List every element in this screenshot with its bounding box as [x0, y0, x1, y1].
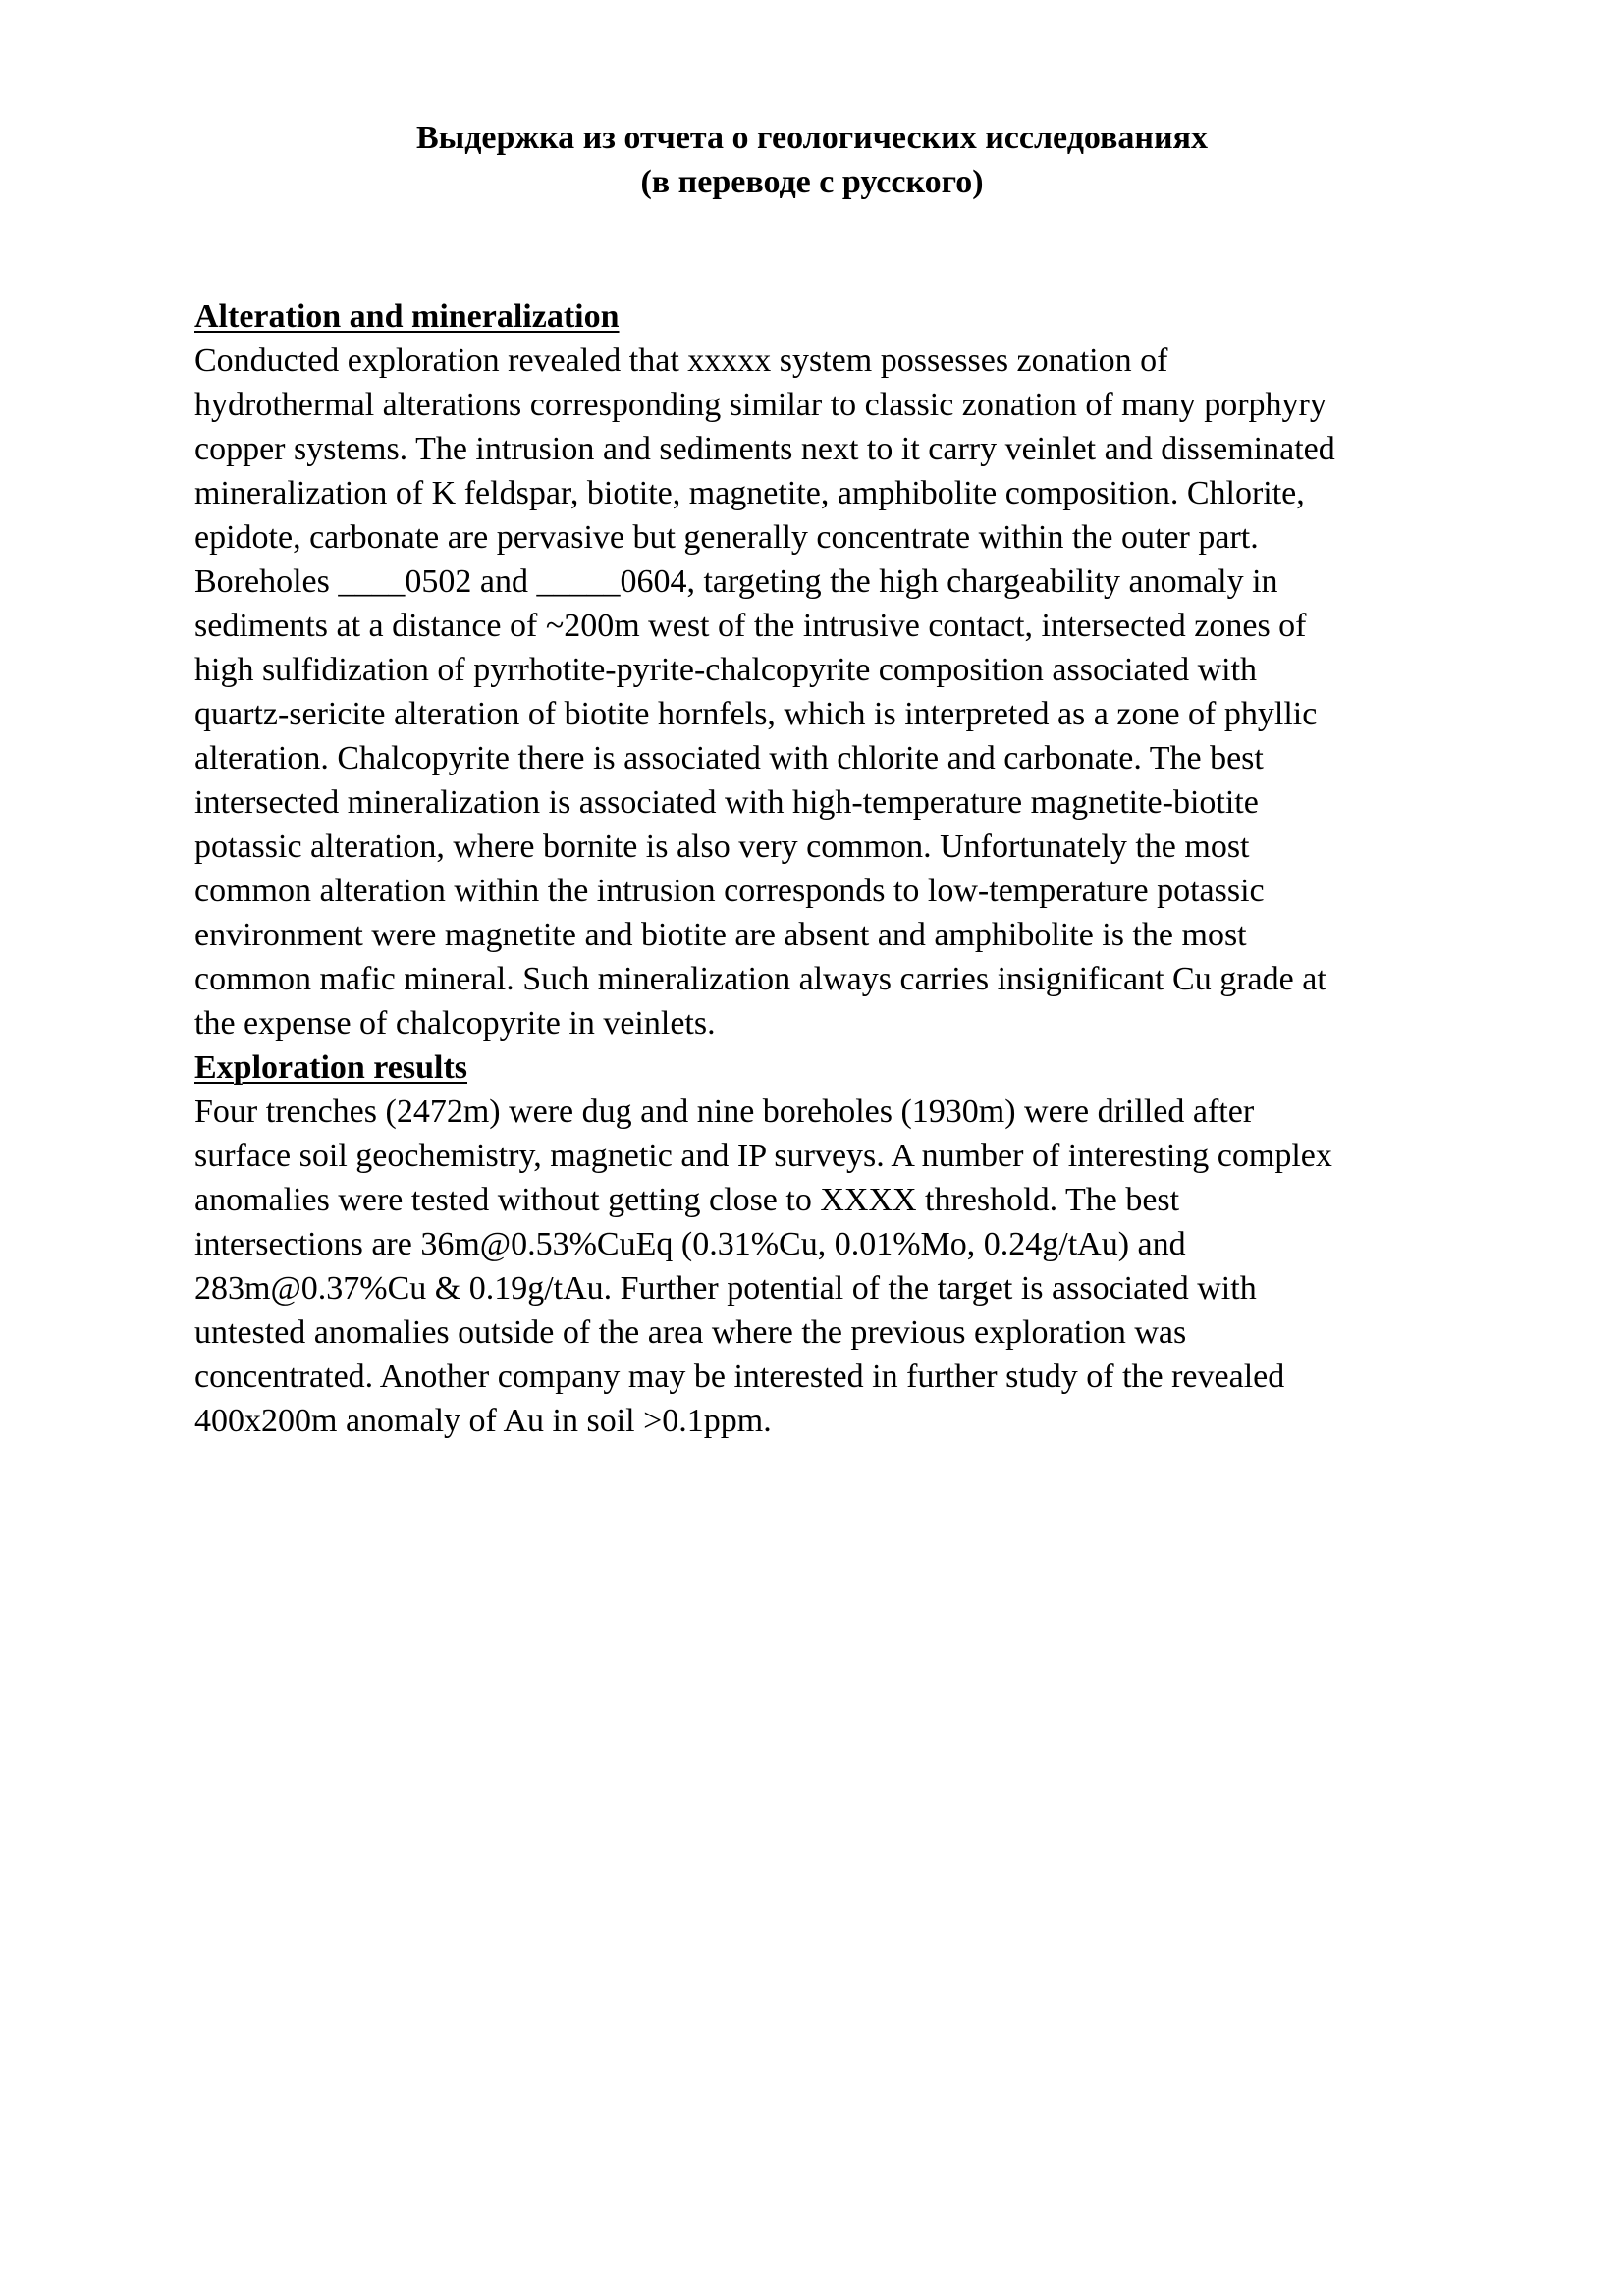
- section-exploration-results: [194, 1045, 1569, 1443]
- paragraph-line: common mafic mineral. Such mineralization always carries insignificant Cu grade at: [194, 961, 1326, 997]
- header-title-line-2: (в переводе с русского): [640, 164, 984, 200]
- paragraph-line: anomalies were tested without getting close to XXXX threshold. The best: [194, 1182, 1180, 1218]
- section-alteration: [194, 294, 1569, 1045]
- paragraph-line: the expense of chalcopyrite in veinlets.: [194, 1005, 716, 1041]
- paragraph-line: potassic alteration, where bornite is also very common. Unfortunately the most: [194, 828, 1250, 865]
- section-heading: Exploration results: [194, 1049, 468, 1086]
- paragraph-line: high sulfidization of pyrrhotite-pyrite-chalcopyrite composition associated with: [194, 652, 1258, 688]
- paragraph-line: untested anomalies outside of the area where the previous exploration was: [194, 1314, 1187, 1351]
- paragraph-line: Conducted exploration revealed that xxxxx system possesses zonation of: [194, 343, 1168, 379]
- paragraph-line: mineralization of K feldspar, biotite, magnetite, amphibolite composition. Chlorite,: [194, 475, 1305, 511]
- document-header: [0, 116, 1624, 204]
- paragraph-line: alteration. Chalcopyrite there is associated with chlorite and carbonate. The best: [194, 740, 1264, 776]
- paragraph-line: concentrated. Another company may be interested in further study of the revealed: [194, 1359, 1285, 1395]
- paragraph-line: common alteration within the intrusion corresponds to low-temperature potassic: [194, 873, 1265, 909]
- paragraph-line: Boreholes ____0502 and _____0604, targeting the high chargeability anomaly in: [194, 563, 1278, 600]
- paragraph-line: hydrothermal alterations corresponding similar to classic zonation of many porphyry: [194, 387, 1326, 423]
- paragraph-line: surface soil geochemistry, magnetic and IP surveys. A number of interesting complex: [194, 1138, 1332, 1174]
- paragraph-line: 283m@0.37%Cu & 0.19g/tAu. Further potential of the target is associated with: [194, 1270, 1257, 1307]
- header-title-line-1: Выдержка из отчета о геологических исследованиях: [415, 120, 1208, 156]
- paragraph-line: intersections are 36m@0.53%CuEq (0.31%Cu, 0.01%Mo, 0.24g/tAu) and: [194, 1226, 1186, 1262]
- section-heading: Alteration and mineralization: [194, 298, 620, 335]
- paragraph-line: 400x200m anomaly of Au in soil >0.1ppm.: [194, 1403, 772, 1439]
- paragraph-line: intersected mineralization is associated with high-temperature magnetite-biotite: [194, 784, 1259, 821]
- document-body: [194, 294, 1569, 1443]
- paragraph-line: environment were magnetite and biotite are absent and amphibolite is the most: [194, 917, 1247, 953]
- paragraph-line: copper systems. The intrusion and sediments next to it carry veinlet and disseminated: [194, 431, 1335, 467]
- paragraph-line: sediments at a distance of ~200m west of the intrusive contact, intersected zones of: [194, 608, 1307, 644]
- paragraph-line: quartz-sericite alteration of biotite hornfels, which is interpreted as a zone of phyllic: [194, 696, 1318, 732]
- paragraph-line: epidote, carbonate are pervasive but generally concentrate within the outer part.: [194, 519, 1259, 556]
- paragraph-line: Four trenches (2472m) were dug and nine boreholes (1930m) were drilled after: [194, 1094, 1255, 1130]
